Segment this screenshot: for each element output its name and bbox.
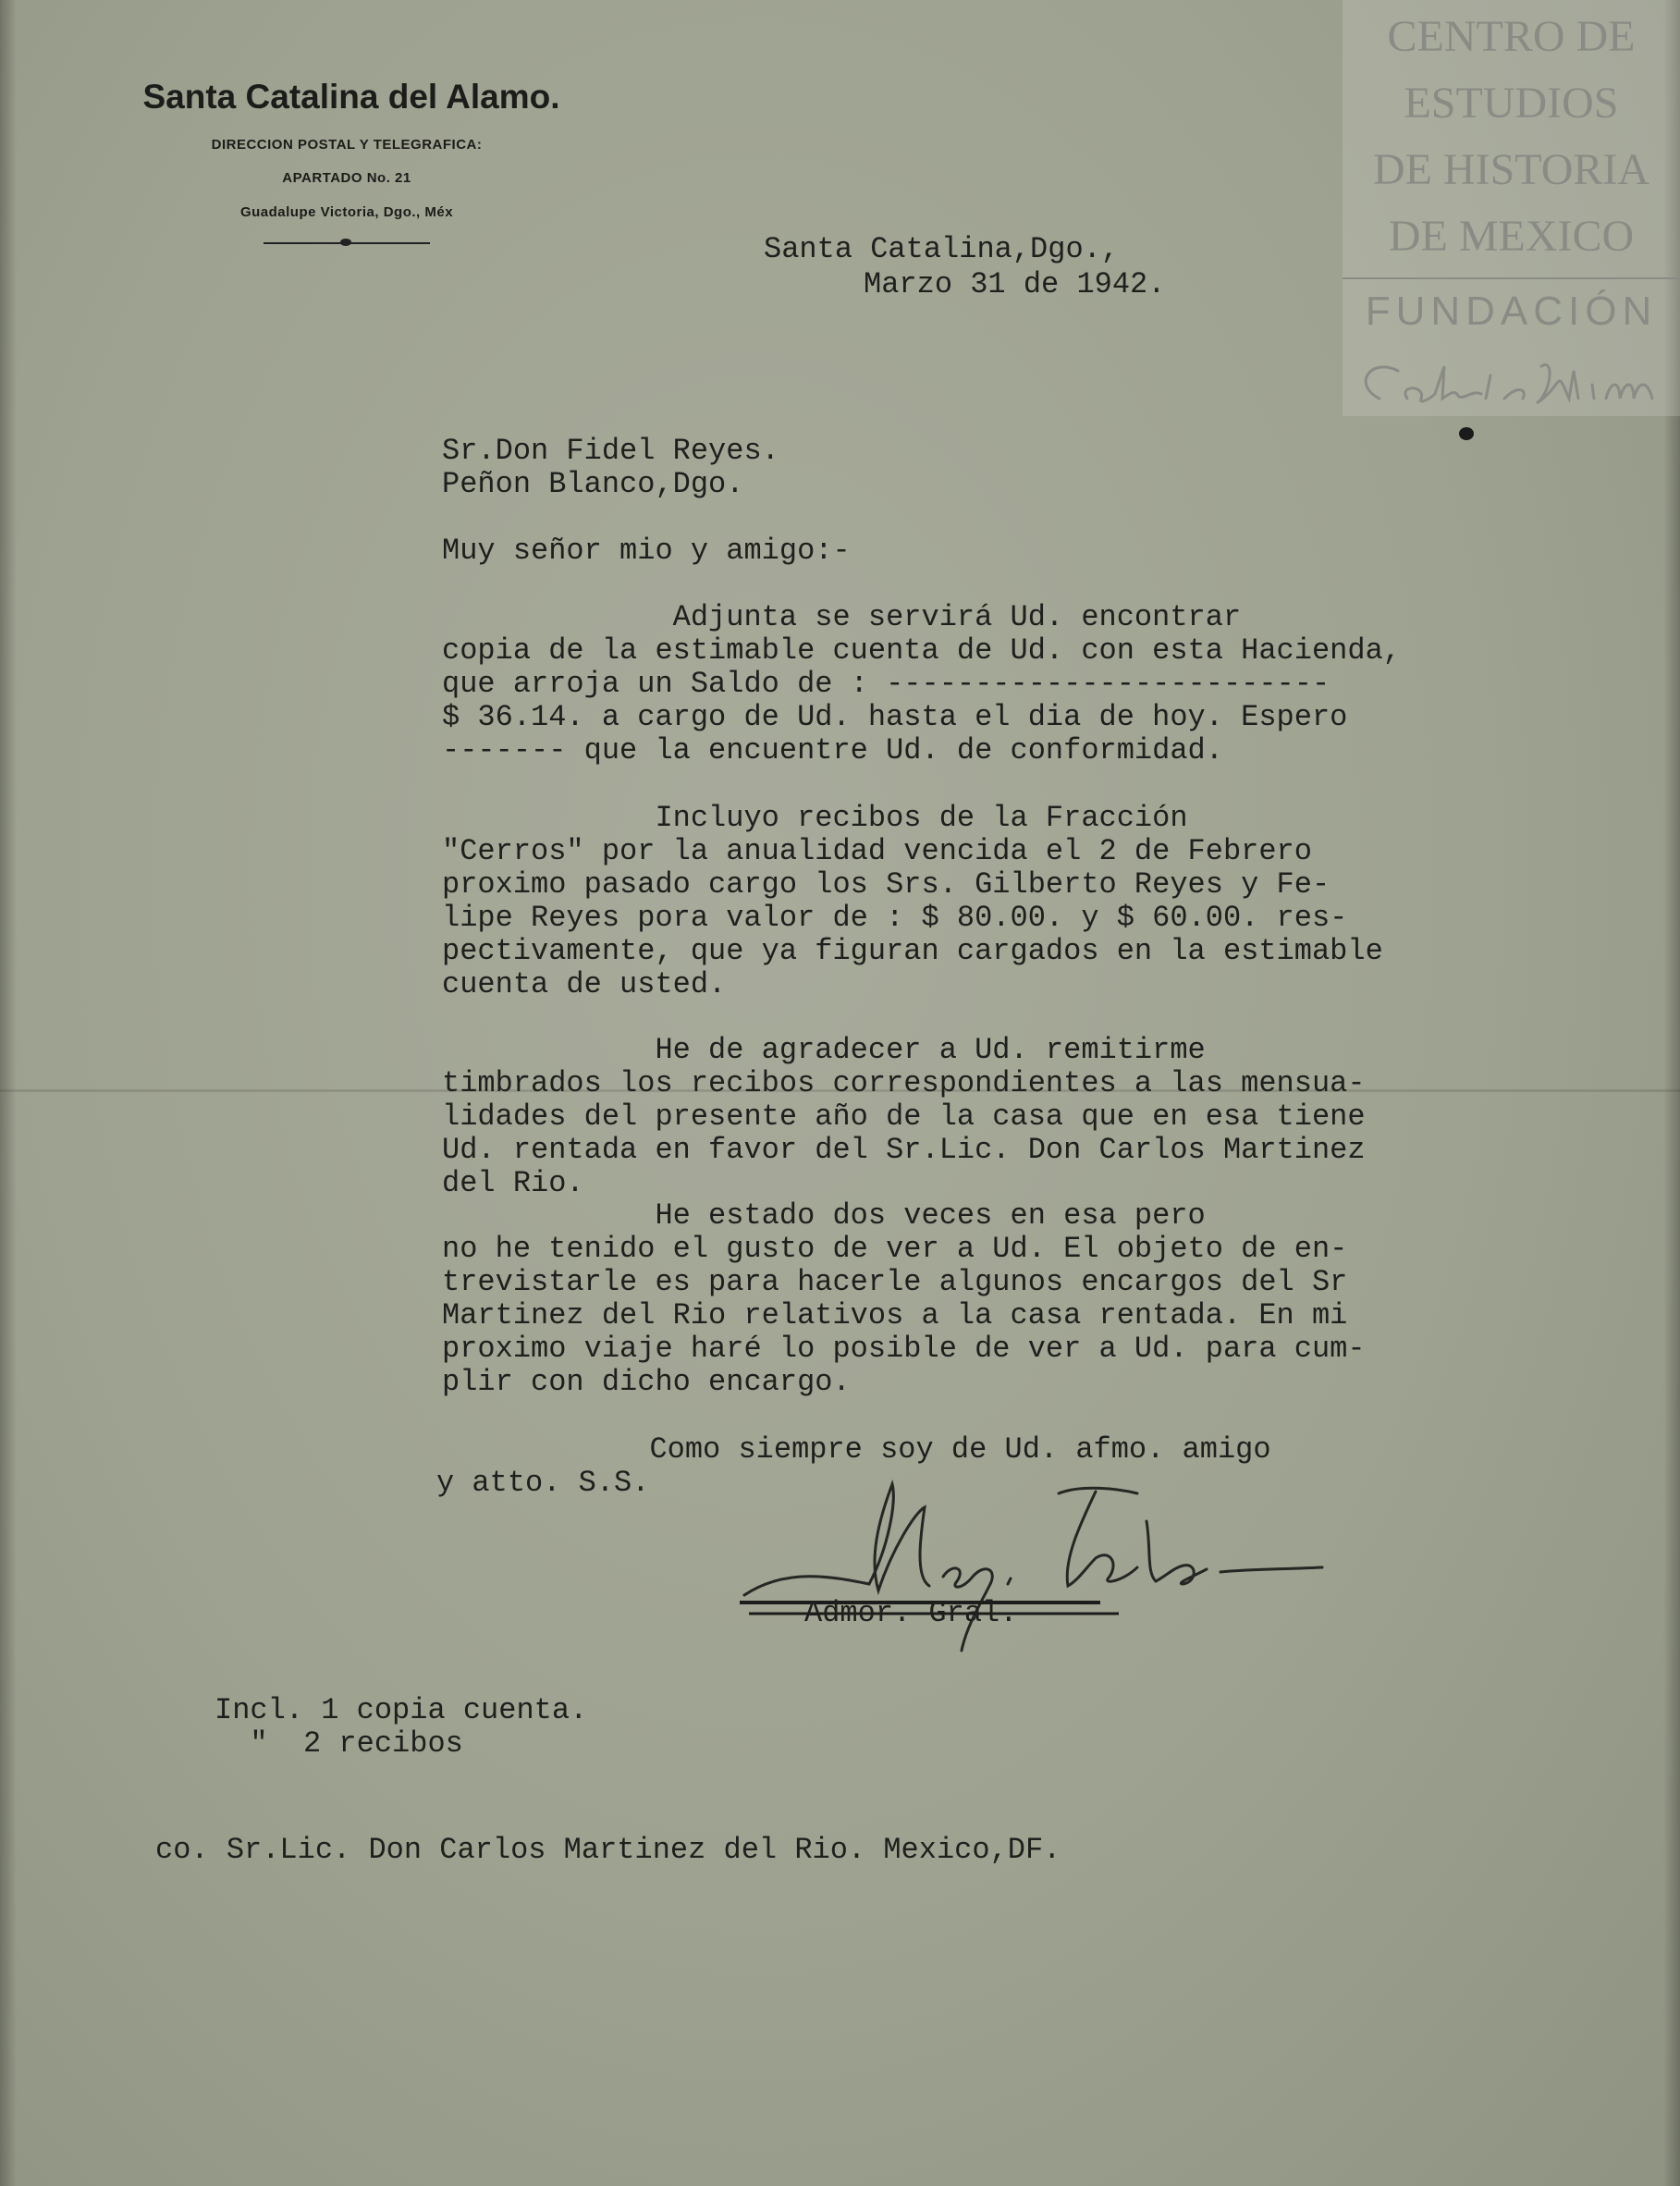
letterhead-postal-line: DIRECCION POSTAL Y TELEGRAFICA:	[211, 137, 483, 153]
ink-mark	[1459, 427, 1474, 440]
paragraph-4: He estado dos veces en esa pero no he tenido el gusto de ver a Ud. El objeto de en- trevistarle es para hacerle algunos encargos del Sr Martinez del Rio relativos a la casa rentada. En mi proximo viaje haré lo posible de ver a Ud. para cum- plir con dicho encargo.	[442, 1198, 1366, 1399]
handwritten-signature	[730, 1466, 1359, 1660]
letterhead-city: Guadalupe Victoria, Dgo., Méx	[239, 204, 454, 220]
recipient-place: Peñon Blanco,Dgo.	[442, 467, 744, 501]
letterhead-apartado: APARTADO No. 21	[282, 170, 411, 186]
carbon-copy-line: co. Sr.Lic. Don Carlos Martinez del Rio. Mexico,DF.	[155, 1833, 1061, 1867]
stamp-line-2: ESTUDIOS	[1404, 79, 1619, 128]
paragraph-1: Adjunta se servirá Ud. encontrar copia de la estimable cuenta de Ud. con esta Hacienda, que arroja un Saldo de : ------------------------- $ 36.14. a cargo de Ud. hasta el dia de hoy. Espero ------- que la encuentre Ud. de conformidad.	[442, 600, 1401, 768]
stamp-line-3: DE HISTORIA	[1372, 145, 1650, 194]
stamp-line-4: DE MEXICO	[1388, 212, 1635, 261]
closing: Como siempre soy de Ud. afmo. amigo y atto. S.S.	[436, 1432, 1271, 1500]
enclosures: Incl. 1 copia cuenta. " 2 recibos	[215, 1693, 588, 1761]
stamp-signature-logo	[1343, 348, 1675, 431]
salutation: Muy señor mio y amigo:-	[442, 534, 851, 568]
letterhead-name: Santa Catalina del Alamo.	[142, 78, 560, 116]
stamp-fundacion: FUNDACIÓN	[1365, 289, 1658, 334]
letter-date: Marzo 31 de 1942.	[864, 267, 1166, 301]
paragraph-2: Incluyo recibos de la Fracción "Cerros" por la anualidad vencida el 2 de Febrero proximo pasado cargo los Srs. Gilberto Reyes y Fe- lipe Reyes pora valor de : $ 80.00. y $ 60.00. res- pectivamente, que ya figuran cargados en la estimable cuenta de usted.	[442, 801, 1383, 1001]
paragraph-3: He de agradecer a Ud. remitirme timbrados los recibos correspondientes a las mensua- lidades del presente año de la casa que en esa tiene Ud. rentada en favor del Sr.Lic. Don Carlos Martinez del Rio.	[442, 1033, 1366, 1200]
recipient-name: Sr.Don Fidel Reyes.	[442, 434, 779, 468]
letter-place: Santa Catalina,Dgo.,	[764, 232, 1120, 266]
letterhead-rule-ornament	[340, 239, 351, 246]
signer-title: Admor. Gral.	[804, 1596, 1018, 1630]
archive-stamp	[1343, 0, 1680, 416]
left-edge-shadow	[0, 0, 17, 2186]
stamp-line-1: CENTRO DE	[1387, 12, 1636, 61]
stamp-divider	[1343, 277, 1680, 279]
